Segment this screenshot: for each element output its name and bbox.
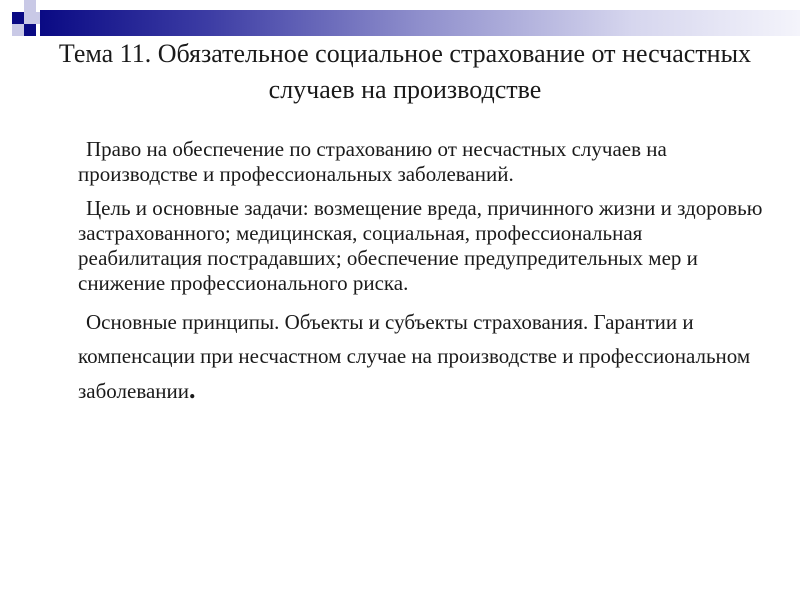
decor-square-light-1 — [24, 12, 36, 24]
paragraph-principles — [78, 305, 768, 408]
header-gradient-bar — [40, 10, 800, 36]
decor-square-dark-1 — [12, 12, 24, 24]
final-period: . — [189, 375, 196, 404]
slide-title: Тема 11. Обязательное социальное страхование от несчастных случаев на производстве — [58, 39, 752, 104]
decor-square-light-2 — [12, 24, 24, 36]
decor-square-light-3 — [24, 0, 36, 12]
decor-square-dark-2 — [24, 24, 36, 36]
paragraph-goals: Цель и основные задачи: возмещение вреда, причинного жизни и здоровью застрахованного; медицинская, социальная, профессиональная реабилитация пострадавших; обеспечение предупредительных мер и снижение профессионального риска. — [78, 196, 763, 295]
paragraph-principles-text: Основные принципы. Объекты и субъекты страхования. Гарантии и компенсации при несчастном случае на производстве и профессиональном заболевании — [78, 310, 751, 403]
slide-body — [78, 137, 768, 408]
paragraph-rights: Право на обеспечение по страхованию от несчастных случаев на производстве и профессиональных заболеваний. — [78, 137, 667, 186]
